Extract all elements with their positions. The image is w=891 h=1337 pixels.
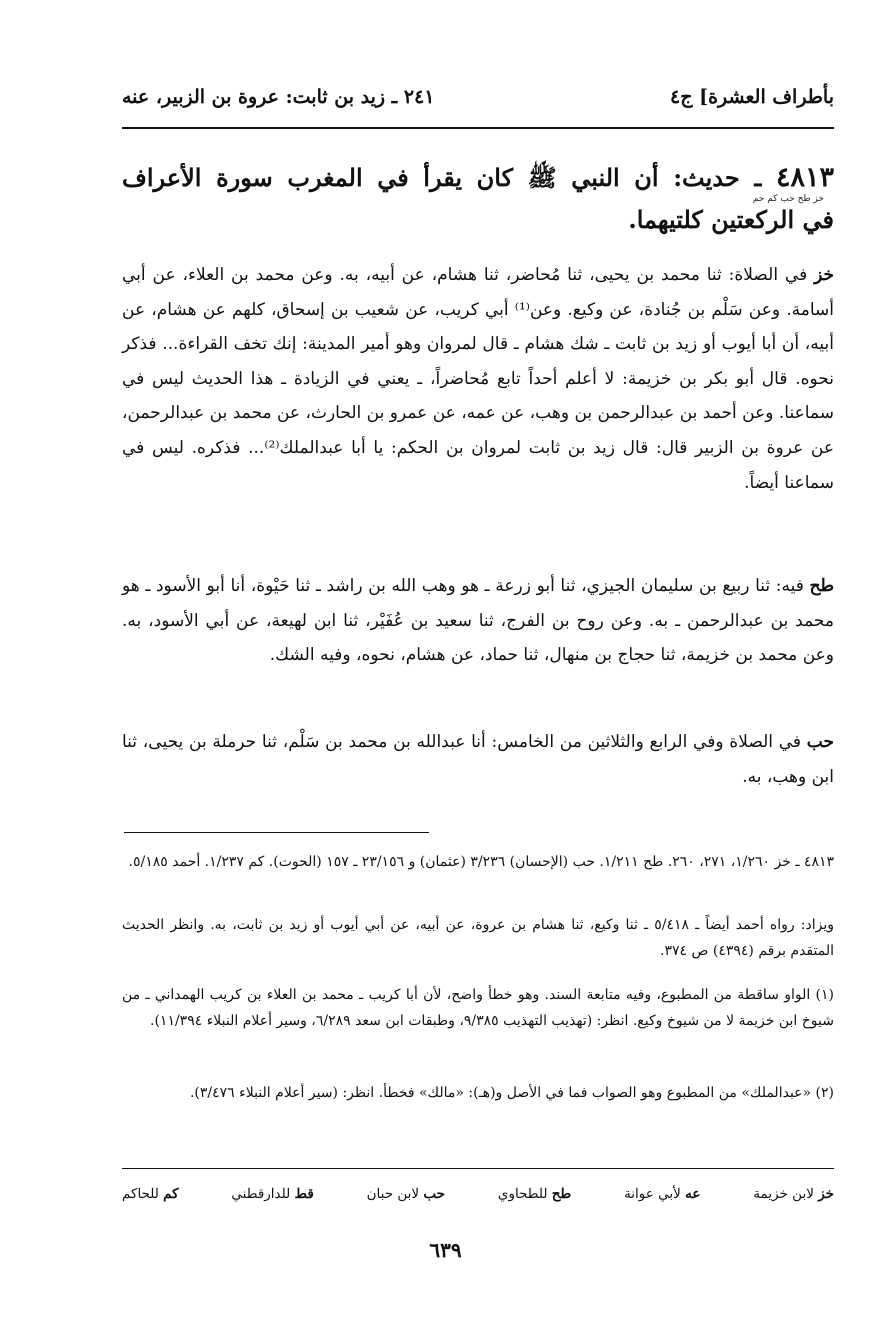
legend-item [231, 1186, 313, 1210]
footnote-separator [124, 832, 429, 833]
legend-abbr: طح [551, 1186, 572, 1202]
hadith-sources: خز طح حب كم حم [752, 194, 824, 204]
legend-label: لابن خزيمة [753, 1186, 814, 1202]
header-book-title: بأطراف العشرة] ج٤ [670, 86, 834, 108]
legend-item [498, 1186, 571, 1210]
source-abbr: طح [809, 576, 835, 596]
legend-label: للحاكم [122, 1186, 159, 1202]
hadith-title-text: ـ حديث: أن النبي ﷺ كان يقرأ في المغرب سورة الأعراف [122, 163, 762, 192]
legend-label: لأبي عوانة [624, 1186, 681, 1202]
paragraph-ibn-hibban [122, 725, 834, 794]
header-rule [122, 127, 834, 129]
hadith-title-continuation: في الركعتين كلتيهما. [628, 205, 834, 234]
paragraph-text: في الصلاة وفي الرابع والثلاثين من الخامس: أنا عبدالله بن محمد بن سَلْم، ثنا حرملة بن يحيى، ثنا ابن وهب، به. [122, 732, 834, 787]
legend-item [753, 1186, 834, 1210]
legend-item [367, 1186, 445, 1210]
hadith-number: ٤٨١٣ [775, 162, 834, 193]
page-number: ٦٣٩ [429, 1238, 462, 1262]
footnote-2: (٢) «عبدالملك» من المطبوع وهو الصواب فما في الأصل و(هـ): «مالك» فخطأ. انظر: (سير أعلام النبلاء ٣/٤٧٦). [189, 1085, 834, 1101]
legend-label: للدارقطني [231, 1186, 291, 1202]
source-abbr: خز [814, 265, 835, 285]
hadith-title [122, 162, 834, 235]
hadith-title-line [122, 162, 834, 194]
legend-label: للطحاوي [497, 1186, 548, 1202]
source-abbr: حب [806, 732, 834, 752]
paragraph-text: في الصلاة: ثنا محمد بن يحيى، ثنا مُحاضر، ثنا هشام، عن أبيه، به. وعن محمد بن العلاء، عن أبي أسامة. وعن سَلْم بن جُنادة، عن وكيع. وعن⁽¹⁾ أبي كريب، عن شعيب بن إسحاق، كلهم عن هشام، عن أبيه، أن أبا أيوب أو زيد بن ثابت ـ شك هشام ـ قال لمروان وهو أمير المدينة: إنك تخف القراءة... فذكر نحوه. قال أبو بكر بن خزيمة: لا أعلم أحداً تابع مُحاضراً، ـ يعني في الزيادة ـ هذا الحديث ليس في سماعنا. وعن أحمد بن عبدالرحمن بن وهب، عن عمه، عن عمرو بن الحارث، عن محمد بن عبدالرحمن، عن عروة بن الزبير قال: قال زيد بن ثابت لمروان بن الحكم: يا أبا عبدالملك⁽²⁾... فذكره. ليس في سماعنا أيضاً. [122, 265, 834, 493]
legend-label: لابن حبان [366, 1186, 420, 1202]
legend-abbr: قط [294, 1186, 314, 1202]
legend-abbr: حب [423, 1186, 446, 1202]
legend-abbr: عه [685, 1186, 701, 1202]
paragraph-tahawi [122, 569, 834, 673]
footnote-references: ٤٨١٣ ـ خز ١/٢٦٠، ٢٧١، ٢٦٠. طح ١/٢١١. حب (الإحسان) ٣/٢٣٦ (عثمان) و ٢٣/١٥٦ ـ ١٥٧ (الحوت). كم ١/٢٣٧. أحمد ٥/١٨٥. [128, 854, 834, 870]
legend-abbr: كم [163, 1186, 179, 1202]
abbreviation-legend [122, 1186, 834, 1210]
legend-abbr: خز [818, 1186, 834, 1202]
footnote-1: (١) الواو ساقطة من المطبوع، وفيه متابعة السند. وهو خطأ واضح، لأن أبا كريب ـ محمد بن العلاء بن كريب الهمداني ـ من شيوخ ابن خزيمة لا من شيوخ وكيع. انظر: (تهذيب التهذيب ٩/٣٨٥، وطبقات ابن سعد ٦/٢٨٩، وسير أعلام النبلاء ١١/٣٩٤). [122, 987, 834, 1029]
footnote-additions: ويزاد: رواه أحمد أيضاً ـ ٥/٤١٨ ـ ثنا وكيع، ثنا هشام بن عروة، عن أبيه، عن أبي أيوب أو زيد بن ثابت، به. وانظر الحديث المتقدم برقم (٤٣٩٤) ص ٣٧٤. [122, 917, 834, 959]
header-chapter-title: ٢٤١ ـ زيد بن ثابت: عروة بن الزبير، عنه [122, 86, 435, 108]
paragraph-text: فيه: ثنا ربيع بن سليمان الجيزي، ثنا أبو زرعة ـ هو وهب الله بن راشد ـ ثنا حَيْوة، أنا أبو الأسود ـ هو محمد بن عبدالرحمن ـ به. وعن روح بن الفرج، ثنا سعيد بن عُفَيْر، ثنا ابن لهيعة، عن أبي الأسود، به. وعن محمد بن خزيمة، ثنا حجاج بن منهال، ثنا حماد، عن هشام، نحوه، وفيه الشك. [122, 576, 834, 666]
legend-rule [122, 1168, 834, 1169]
legend-item [122, 1186, 179, 1210]
paragraph-khuzayma [122, 258, 834, 500]
legend-item [624, 1186, 700, 1210]
running-header [122, 80, 834, 114]
